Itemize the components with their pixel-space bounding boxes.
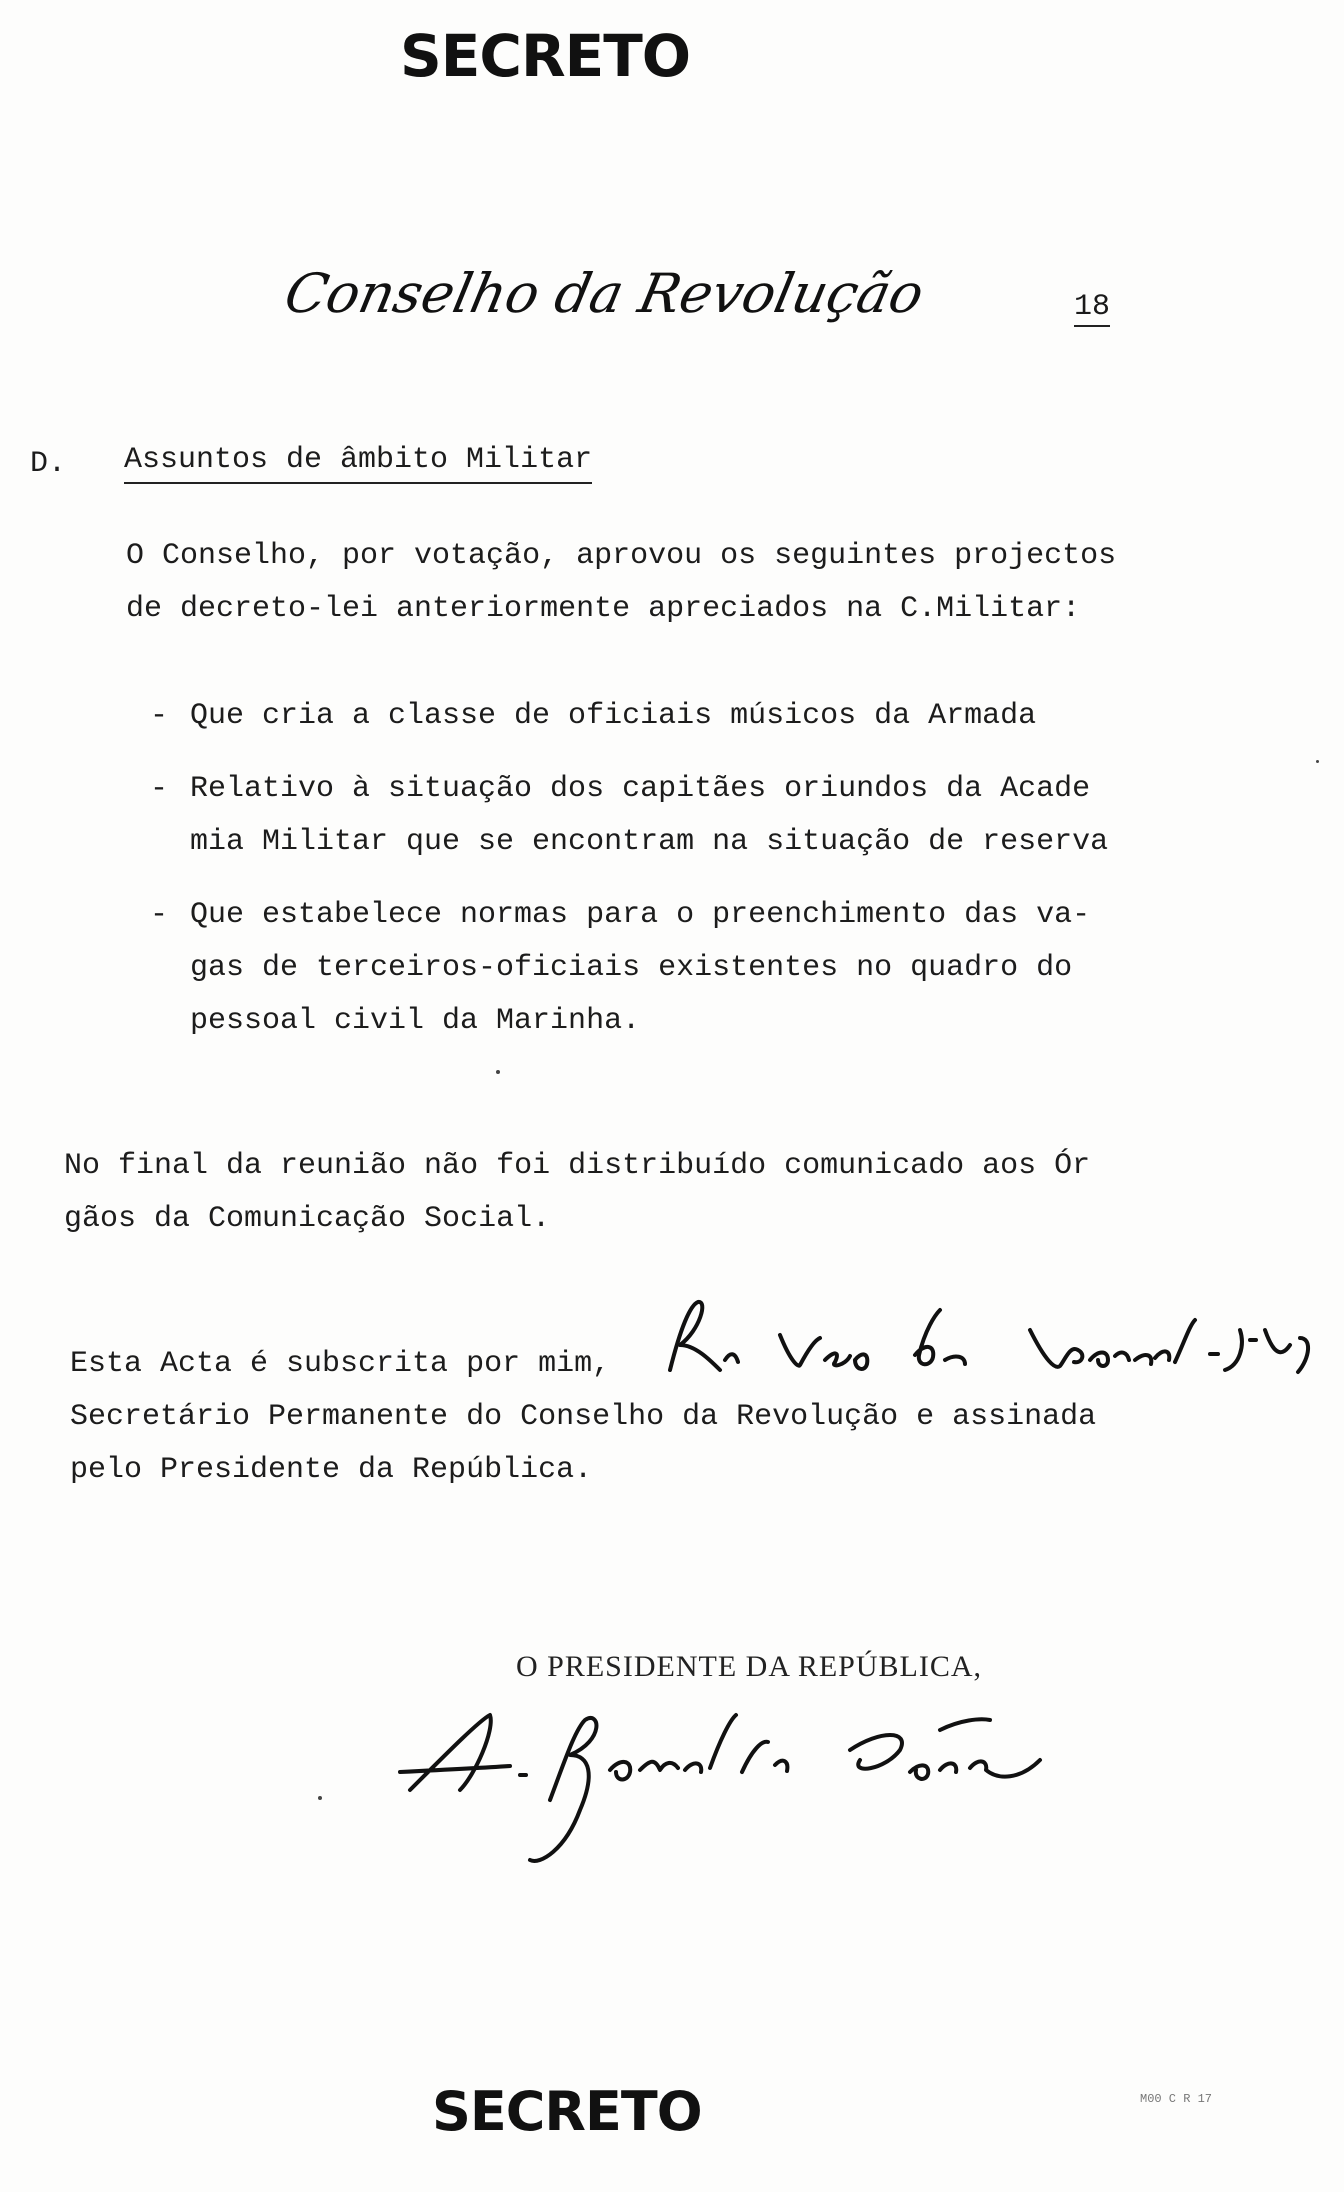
section-letter: D. bbox=[30, 447, 67, 481]
intro-paragraph bbox=[126, 530, 1116, 636]
classification-stamp-bottom: SECRETO bbox=[432, 2080, 702, 2143]
subscription-line: pelo Presidente da República. bbox=[70, 1453, 593, 1487]
list-item-line: gas de terceiros-oficiais existentes no quadro do bbox=[190, 951, 1073, 985]
scan-speck bbox=[496, 1070, 500, 1074]
intro-line: O Conselho, por votação, aprovou os seguintes projectos bbox=[126, 539, 1117, 573]
list-item-line: Relativo à situação dos capitães oriundos da Acade bbox=[190, 772, 1091, 806]
list-dash: - bbox=[150, 898, 169, 932]
closing-paragraph bbox=[64, 1140, 1090, 1246]
letterhead-title: Conselho da Revolução bbox=[279, 262, 930, 325]
list-item-line: Que cria a classe de oficiais músicos da Armada bbox=[190, 699, 1037, 733]
section-title: Assuntos de âmbito Militar bbox=[124, 438, 592, 484]
list-item bbox=[150, 889, 1108, 1048]
scan-speck bbox=[1316, 760, 1319, 763]
list-item bbox=[150, 690, 1108, 743]
president-label: O PRESIDENTE DA REPÚBLICA, bbox=[516, 1650, 983, 1683]
list-item-line: Que estabelece normas para o preenchimento das va- bbox=[190, 898, 1091, 932]
list-item bbox=[150, 763, 1108, 869]
closing-line: No final da reunião não foi distribuído comunicado aos Ór bbox=[64, 1149, 1091, 1183]
secretary-signature bbox=[650, 1290, 1330, 1400]
list-dash: - bbox=[150, 772, 169, 806]
list-dash: - bbox=[150, 699, 169, 733]
document-serial: M00 C R 17 bbox=[1140, 2092, 1213, 2106]
president-signature bbox=[380, 1690, 1180, 1880]
page-number: 18 bbox=[1074, 292, 1110, 327]
list-item-line: mia Militar que se encontram na situação de reserva bbox=[190, 825, 1109, 859]
subscription-line: Esta Acta é subscrita por mim, bbox=[70, 1347, 611, 1381]
decree-list bbox=[150, 690, 1108, 1068]
intro-line: de decreto-lei anteriormente apreciados na C.Militar: bbox=[126, 592, 1081, 626]
classification-stamp-top: SECRETO bbox=[400, 22, 691, 90]
scan-speck bbox=[318, 1796, 322, 1800]
list-item-line: pessoal civil da Marinha. bbox=[190, 1004, 641, 1038]
closing-line: gãos da Comunicação Social. bbox=[64, 1202, 551, 1236]
subscription-line: Secretário Permanente do Conselho da Revolução e assinada bbox=[70, 1400, 1097, 1434]
